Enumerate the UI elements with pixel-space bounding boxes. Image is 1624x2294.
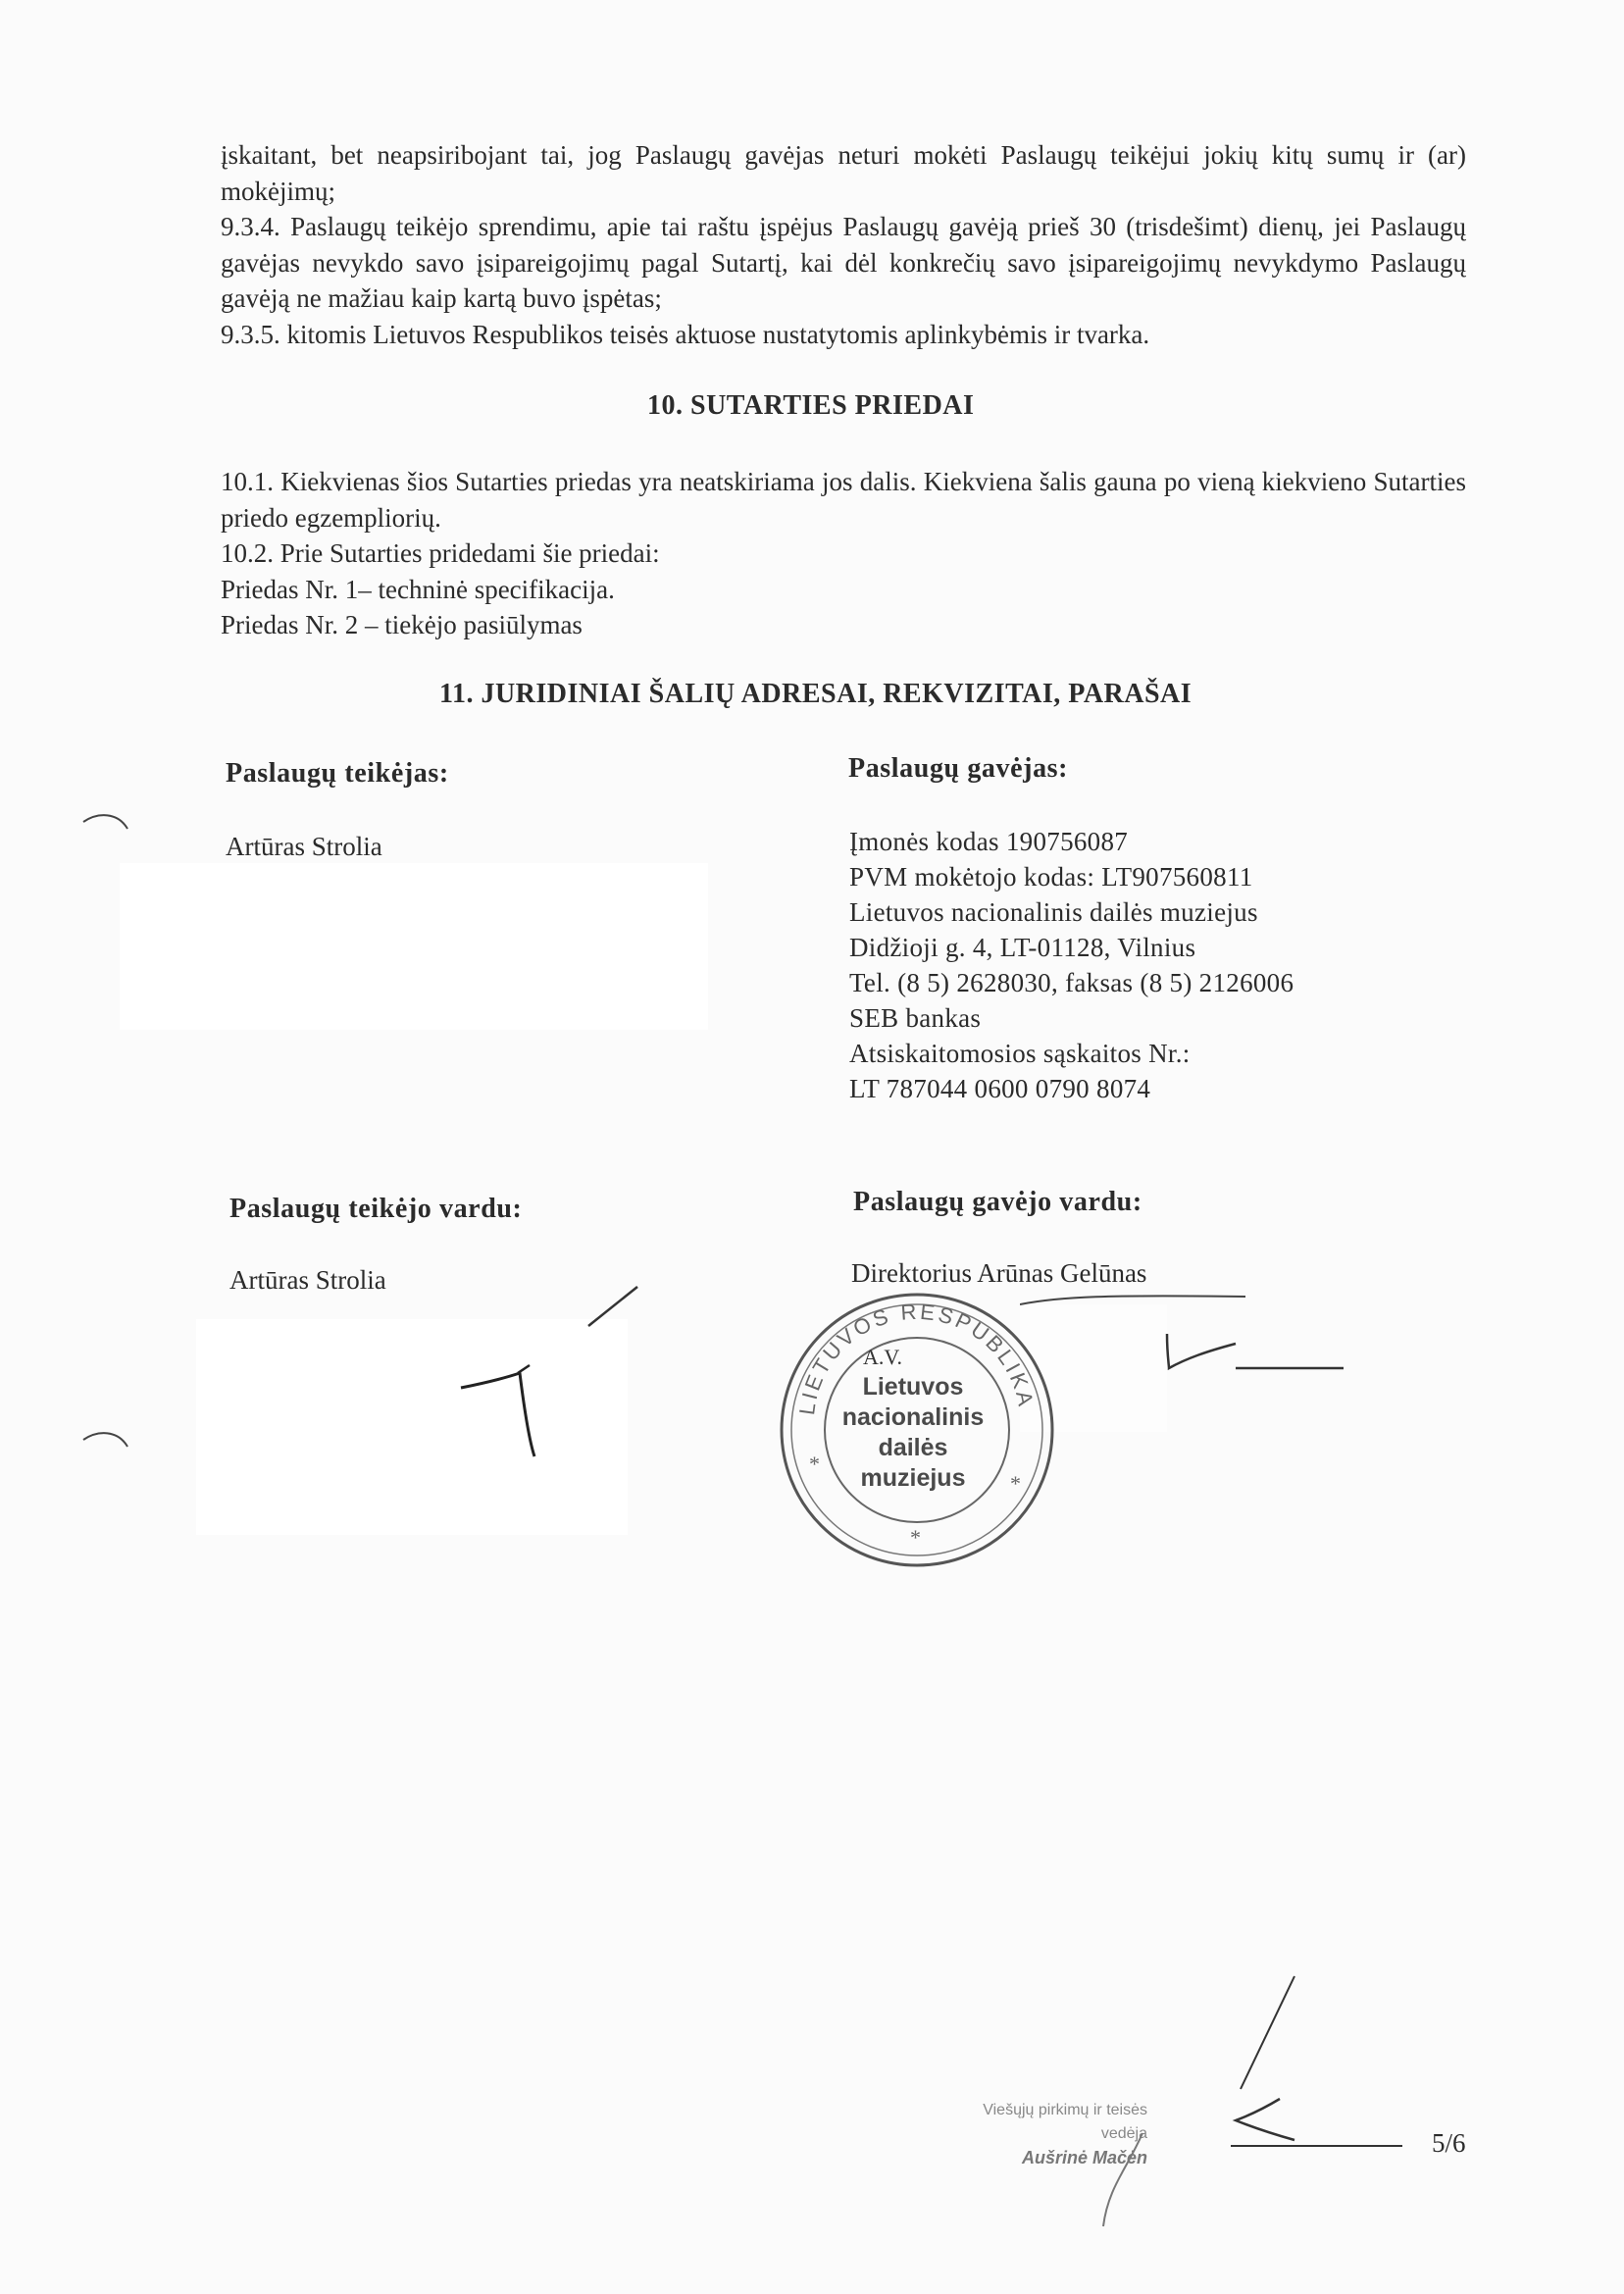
recipient-sign-name: Direktorius Arūnas Gelūnas <box>851 1258 1147 1288</box>
section-11-heading: 11. JURIDINIAI ŠALIŲ ADRESAI, REKVIZITAI, PARAŠAI <box>439 679 1193 709</box>
footer-stamp-signature <box>1089 2128 1147 2236</box>
initials-stroke-1 <box>1241 1976 1294 2089</box>
section-10-heading: 10. SUTARTIES PRIEDAI <box>647 390 975 421</box>
seal-star-right: * <box>1010 1471 1021 1496</box>
provider-sign-label: Paslaugų teikėjo vardu: <box>229 1194 523 1224</box>
footer-stamp-line-3: Aušrinė Mačėn <box>1021 2148 1147 2167</box>
bank-name: SEB bankas <box>849 1003 982 1033</box>
phone-fax: Tel. (8 5) 2628030, faksas (8 5) 2126006 <box>849 968 1294 997</box>
footer-stamp-line-2: vedėja <box>1100 2125 1147 2142</box>
seal-line-3: dailės <box>878 1434 948 1461</box>
paragraph-10-1: 10.1. Kiekvienas šios Sutarties priedas yra neatskiriama jos dalis. Kiekviena šalis gauna po vieną kiekvieno Sutarties priedo egzempliorių. <box>221 467 1466 533</box>
section-10-text <box>221 464 1466 643</box>
av-mark: A.V. <box>863 1345 902 1369</box>
initials-stroke-2 <box>1236 2099 1294 2140</box>
seal-line-1: Lietuvos <box>862 1373 964 1401</box>
provider-label: Paslaugų teikėjas: <box>226 758 449 789</box>
annex-1: Priedas Nr. 1– techninė specifikacija. <box>221 574 615 604</box>
margin-hole-mark-2 <box>78 1422 137 1461</box>
seal-star-left: * <box>809 1452 820 1476</box>
recipient-details <box>849 824 1294 1106</box>
signature-stroke-1 <box>588 1287 637 1326</box>
footer-stamp-line-1: Viešųjų pirkimų ir teisės <box>983 2102 1147 2118</box>
seal-center-text <box>785 1342 1041 1494</box>
account-number: LT 787044 0600 0790 8074 <box>849 1074 1151 1103</box>
annex-2: Priedas Nr. 2 – tiekėjo pasiūlymas <box>221 610 583 639</box>
paragraph-10-2: 10.2. Prie Sutarties pridedami šie priedai: <box>221 538 660 568</box>
recipient-label: Paslaugų gavėjas: <box>848 753 1069 784</box>
margin-hole-mark-1 <box>78 804 137 843</box>
seal-star-bottom: * <box>910 1525 921 1550</box>
redacted-area <box>120 863 708 1030</box>
paragraph-9-3-5: 9.3.5. kitomis Lietuvos Respublikos teisės aktuose nustatytomis aplinkybėmis ir tvarka. <box>221 319 1150 349</box>
provider-sign-name: Artūras Strolia <box>229 1265 386 1295</box>
signature-stroke-4 <box>1020 1296 1245 1304</box>
company-name: Lietuvos nacionalinis dailės muziejus <box>849 897 1258 927</box>
paragraph-9-3-3-end: įskaitant, bet neapsiribojant tai, jog Paslaugų gavėjas neturi mokėti Paslaugų teikėjui jokių kitų sumų ir (ar) mokėjimų; <box>221 140 1466 206</box>
provider-name: Artūras Strolia <box>226 832 382 861</box>
paragraph-9-3-4: 9.3.4. Paslaugų teikėjo sprendimu, apie tai raštu įspėjus Paslaugų gavėją prieš 30 (trisdešimt) dienų, jei Paslaugų gavėjas nevykdo savo įsipareigojimų pagal Sutartį, kai dėl konkrečių savo įsipareigojimų nevykdymo Paslaugų gavėją ne mažiau kaip kartą buvo įspėtas; <box>221 212 1466 313</box>
signature-stroke-2 <box>461 1373 534 1456</box>
provider-signature <box>431 1275 667 1471</box>
account-label: Atsiskaitomosios sąskaitos Nr.: <box>849 1039 1191 1068</box>
section-9-text <box>221 137 1466 352</box>
page-number: 5/6 <box>1432 2128 1466 2158</box>
signature-stroke-5 <box>1167 1334 1344 1368</box>
recipient-sign-label: Paslaugų gavėjo vardu: <box>853 1187 1142 1217</box>
address: Didžioji g. 4, LT-01128, Vilnius <box>849 933 1196 962</box>
recipient-signature <box>1020 1295 1353 1373</box>
seal-line-4: muziejus <box>860 1464 966 1492</box>
seal-line-2: nacionalinis <box>841 1403 985 1431</box>
seal-ring-textpath: LIETUVOS RESPUBLIKA <box>794 1299 1040 1417</box>
vat-code: PVM mokėtojo kodas: LT907560811 <box>849 862 1253 892</box>
company-code: Įmonės kodas 190756087 <box>849 827 1129 856</box>
signature-stroke-3 <box>518 1365 530 1373</box>
initials-signature <box>1226 1971 1422 2167</box>
